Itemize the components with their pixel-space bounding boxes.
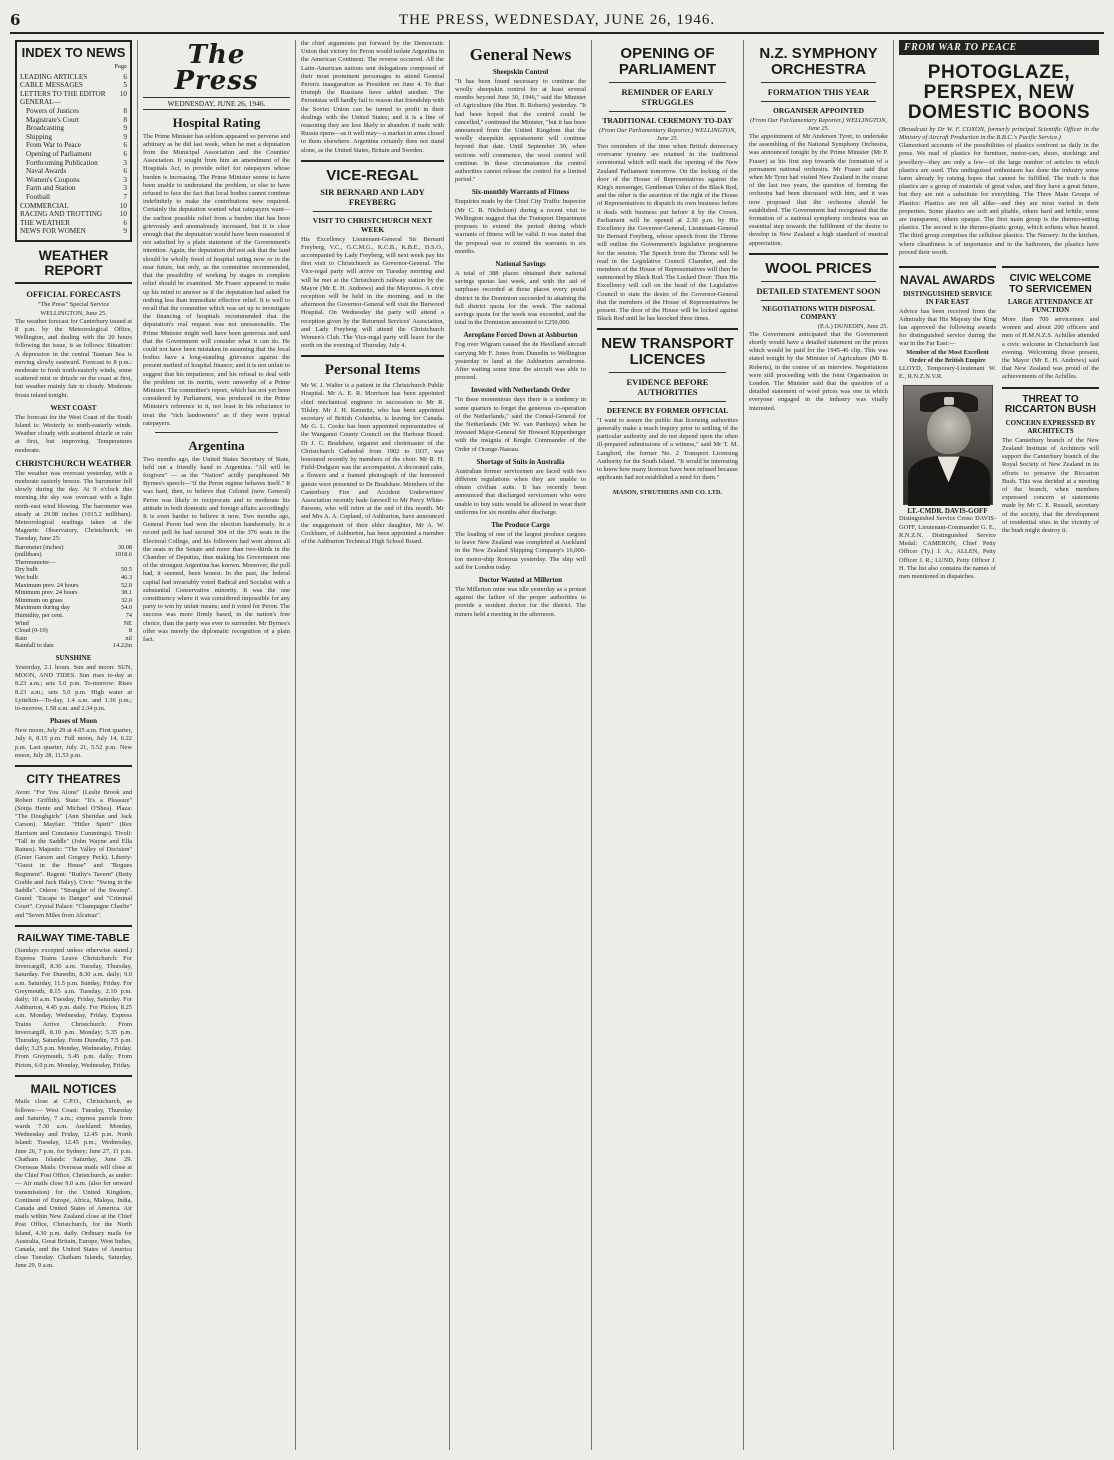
civic-block: [1002, 261, 1099, 581]
reading-value: 54.0: [120, 604, 132, 612]
vice-regal-sub: SIR BERNARD AND LADY FREYBERG: [320, 186, 425, 207]
index-item-label: From War to Peace: [26, 141, 81, 150]
mail-notices-text: Mails close at C.P.O., Christchurch, as follows:— West Coast: Tuesday, Thursday and Saturday, 7 a.m.; express parcels from wards 7.30 a.m. Auckland: Monday, Wednesday and Friday, 12.45 p.m. North Island: Tuesday, 12.45 p.m.; Wednesday, June 26, 7 p.m. for Sydney; June 27, 11 p.m. Chatham Islands: Saturday, June 29. Overseas Mails: Overseas mails will close at the Chief Post Office, Christchurch, as under:— Air mails close 9.0 a.m. (also for onward transmission) for the United Kingdom, Continent of Europe, Africa, Malaya, India, Canada and United States of America. Air mails within New Zealand close at the Chief Post Office, Christchurch, for the North Island, 4.30 p.m. daily. Ordinary mails for Australia, Great Britain, Europe, West Indies, Canada, and the United States of America close Tuesday. Chatham Islands, Saturday, June 29, 9 a.m.: [15, 1098, 132, 1270]
index-item-label: Women's Coupons: [26, 175, 80, 184]
reading-label: Thermometer—: [15, 558, 56, 566]
wool-dateline: (P.A.) DUNEDIN, June 25.: [817, 322, 888, 330]
index-item: [20, 210, 127, 219]
reading-row: [15, 604, 132, 612]
reading-value: 30.08: [117, 543, 132, 551]
plastics-byline: (Broadcast by Dr W. F. COXON, formerly principal Scientific Officer in the Ministry of Aircraft Production in the B.B.C.'s Pacific Service.): [899, 125, 1099, 142]
index-item: [20, 116, 127, 125]
index-item-label: GENERAL—: [20, 98, 61, 107]
reading-value: 32.0: [120, 596, 132, 604]
index-item-page: 3: [123, 158, 127, 167]
riccarton-sub: CONCERN EXPRESSED BY ARCHITECTS: [1005, 418, 1096, 435]
reading-label: Minimum on grass: [15, 596, 63, 604]
mail-notices-title: MAIL NOTICES: [30, 1081, 117, 1096]
index-item-page: 6: [123, 167, 127, 176]
reading-value: 14.22in: [112, 642, 132, 650]
reading-value: [105, 559, 132, 567]
transport-sub: EVIDENCE BEFORE AUTHORITIES: [626, 376, 709, 397]
index-item: [20, 176, 127, 185]
reading-value: NE: [123, 619, 132, 627]
the-press-banner: The Press: [174, 40, 259, 96]
naval-awards-text2: Distinguished Service Cross: DAVIS-GOFF, Lieutenant-Commander G. E., R.N.Z.N. Distinguished Service Medal: CAMERON, Chief Petty Officer (Ty.) J. A.; ALLEN, Petty Officer J. R.; LUND, Petty Officer J. H. The list also contains the names of men mentioned in dispatches.: [899, 515, 996, 580]
column-1: [10, 40, 138, 1450]
reading-row: [15, 551, 132, 559]
weather-readings-table: [15, 544, 132, 650]
divider: [15, 765, 132, 767]
news-text: Australian former servicemen are faced with two different regulations when they are unable to obtain civilian suits. It has recently been announced that discharged servicemen who were unable to buy suits would be allowed to wear their uniforms for six months after discharge.: [455, 467, 586, 516]
masthead-title: THE PRESS, WEDNESDAY, JUNE 26, 1946.: [398, 11, 716, 28]
vice-regal-sub2: VISIT TO CHRISTCHURCH NEXT WEEK: [312, 215, 433, 234]
index-item-page: 10: [119, 210, 127, 219]
index-item: [20, 107, 127, 116]
divider: [609, 372, 726, 373]
bottom-split: [899, 261, 1099, 581]
index-item: [20, 159, 127, 168]
orchestra-title: N.Z. SYMPHONY ORCHESTRA: [759, 45, 878, 78]
forecast-dateline: WELLINGTON, June 25.: [40, 309, 107, 317]
orchestra-sub2: ORGANISER APPOINTED: [772, 105, 865, 115]
parliament-sub: REMINDER OF EARLY STRUGGLES: [621, 86, 714, 107]
column-2: [138, 40, 296, 1450]
index-title: INDEX TO NEWS: [21, 45, 126, 60]
personal-items-title: Personal Items: [324, 362, 421, 379]
news-text: The loading of one of the largest produce cargoes to leave New Zealand was completed at Auckland in the New Zealand Shipping Company's 16,000-ton motor-ship Rotorua yesterday. The ship will sail for London today.: [455, 530, 586, 571]
index-item-page: 8: [123, 107, 127, 116]
index-page-label: Page: [114, 62, 127, 70]
leader-title: Hospital Rating: [172, 115, 261, 130]
reading-value: 8: [128, 627, 132, 635]
index-item-page: 7: [123, 192, 127, 201]
reading-value: nil: [125, 634, 132, 642]
vice-regal-title: VICE-REGAL: [326, 166, 419, 184]
index-item: [20, 193, 127, 202]
index-item-page: 6: [123, 149, 127, 158]
index-item-page: 9: [123, 132, 127, 141]
reading-value: 52.0: [120, 581, 132, 589]
leader2-text: Two months ago, the United States Secretary of State, held out a friendly hand to Argentina. "All will be forgiven" — as the "Nation" acidly paraphrased Mr Byrnes's speech—"if the Peron regime behaves itself." It was hard, then, to believe that Colonel (now General) Peron was likely to reciprocate and to moderate his attitude in both domestic and foreign affairs accordingly. It is even harder to believe it now. Two months ago, General Peron had won the election handsomely. In a record poll he had secured 304 of the 376 seats in the Electoral College, and his followers had won almost all the seats in the Senate and more than two-thirds in the Chamber of Deputies, thus making his Government one of the strongest Argentina has known. Moreover, the poll had, it seemed, been honest. In the past, the federal capital had invariably voted Radical and Socialist with a substantial Conservative minority. It was the one constituency where it was considered impossible for any party to win by unfair means; and it voted for Peron. The success was more firmly based, in the nation's free choice, than the party was ever to surrender. Mr Byrnes's offer was merely the diplomatic recognition of a plain fact.: [143, 455, 290, 644]
reading-row: [15, 620, 132, 628]
index-item: [20, 227, 127, 236]
wool-prices-sub2: NEGOTIATIONS WITH DISPOSAL COMPANY: [762, 304, 875, 321]
reading-row: [15, 589, 132, 597]
index-item-label: Powers of Justices: [26, 107, 80, 116]
moon-text: New moon, July 29 at 4.05 a.m. First quarter, July 6, 8.15 p.m. Full moon, July 14, 6.22 p.m. Last quarter, July 21, 5.52 p.m. New moon, July 28, 11.53 p.m.: [15, 727, 132, 759]
railway-title: RAILWAY TIME-TABLE: [17, 931, 130, 944]
parliament-sub2: TRADITIONAL CEREMONY TO-DAY: [602, 115, 733, 125]
index-item-label: LEADING ARTICLES: [20, 72, 88, 81]
officer-portrait-photo: [903, 385, 993, 505]
divider: [15, 925, 132, 927]
index-item-label: Opening of Parliament: [26, 149, 92, 158]
riccarton-text: The Canterbury branch of the New Zealand Institute of Architects will support the Canterbury branch of the Royal Society of New Zealand in its efforts to preserve the Riccarton Bush. This was decided at a meeting of the branch, when members expressed concern at statements made by Mr C. E. Russell, secretary of the society, that the development of residential sites in the vicinity of the bush might destroy it.: [1002, 436, 1099, 534]
reading-value: 38.1: [120, 589, 132, 597]
reading-value: 50.5: [120, 566, 132, 574]
column-6: [744, 40, 894, 1450]
press-dateline: WEDNESDAY, JUNE 26, 1946.: [143, 97, 290, 110]
reading-label: Maximum during day: [15, 604, 70, 612]
index-item: [20, 202, 127, 211]
parliament-title: OPENING OF PARLIAMENT: [618, 45, 717, 78]
naval-awards-text: Advice has been received from the Admiralty that His Majesty the King has approved the following awards for distinguished service during the war in the Far East:—: [899, 307, 996, 348]
index-item-label: Naval Awards: [26, 167, 67, 176]
index-item: [20, 98, 127, 107]
reading-row: [15, 642, 132, 650]
reading-row: [15, 582, 132, 590]
personal-items-text: Mr W. J. Walter is a patient in the Christchurch Public Hospital. Mr A. E. R. Morrison has been appointed chief mechanical engineer in succession to Mr R. Tilsley. Mr J. H. Kemnitz, who has been appointed secretary of British Columbia, is leaving for Canada. Mr G. L. Cooke has been appointed representative of the Wanganui County Council on the Harbour Board. Dr J. C. Bradshaw, organist and choirmaster of the Christchurch Cathedral from 1902 to 1937, was honoured recently by members of the choir. Mr R. H. Field-Dodgson was the accompanist. A decorated cake, a flowers and a framed photograph of the honoured guests were presented to Dr Bradshaw. Members of the Canterbury Fire and Accident Underwriters' Association recently bade farewell to Mr Percy White-Parsons, who will retire at the end of this month. Mr and Mrs A. A. Copland, of Ashburton, have announced the engagement of their elder daughter, Mr A. W. Cockburn, of Ashburton, has been appointed a member of the Ashburton Technical High School Board.: [301, 382, 444, 546]
reading-label: (millibars): [15, 551, 42, 559]
column-7: [894, 40, 1104, 1450]
news-text: The Millerton mine was idle yesterday as a protest against the failure of the proper authorities to provide a resident doctor for the district. The miners held a meeting in the afternoon.: [455, 586, 586, 618]
weather-title: WEATHER REPORT: [38, 246, 109, 278]
index-box: [15, 40, 132, 242]
index-item-label: THE WEATHER: [20, 218, 70, 227]
naval-name-line: LLOYD, Temporary-Lieutenant W. E., R.N.Z.N.V.R.: [899, 365, 996, 381]
index-item-page: 5: [123, 81, 127, 90]
divider: [155, 432, 278, 433]
reading-label: Maximum prev. 24 hours: [15, 581, 79, 589]
index-item: [20, 141, 127, 150]
masthead: [10, 8, 1104, 34]
reading-value: 74: [125, 611, 132, 619]
reading-row: [15, 612, 132, 620]
index-item-label: NEWS FOR WOMEN: [20, 227, 86, 236]
index-item: [20, 150, 127, 159]
divider: [1002, 266, 1099, 268]
index-item-page: 3: [123, 175, 127, 184]
index-item-page: 6: [123, 218, 127, 227]
reading-label: Wet bulb: [15, 573, 38, 581]
index-item-page: 3: [123, 184, 127, 193]
index-item-label: RACING AND TROTTING: [20, 210, 103, 219]
column-3: [296, 40, 450, 1450]
index-item: [20, 73, 127, 82]
naval-awards-sub: DISTINGUISHED SERVICE IN FAR EAST: [902, 289, 993, 306]
reading-row: [15, 627, 132, 635]
civic-welcome-sub: LARGE ATTENDANCE AT FUNCTION: [1007, 298, 1094, 315]
wool-prices-text: The Government anticipated that the Government shortly would have a detailed statement on the prices which would be paid for the 1945-46 clip. This was stated tonight by the Minister of Agriculture (Mr B. Roberts), in the course of an interview. Negotiations were still proceeding with the Joint Organisation in London. The Minister said that the question of a detailed statement of wool prices was one in which everyone engaged in the industry was vitally interested.: [749, 330, 888, 412]
reading-label: Rainfall to date: [15, 642, 54, 650]
war-to-peace-banner: FROM WAR TO PEACE: [899, 40, 1099, 55]
index-item-label: Magistrate's Court: [26, 115, 79, 124]
chch-weather-head: CHRISTCHURCH WEATHER: [15, 457, 132, 468]
news-subhead: National Savings: [495, 259, 546, 268]
reading-label: Barometer (inches): [15, 543, 64, 551]
divider: [899, 266, 996, 268]
forecast-byline: "The Press" Special Service: [37, 301, 110, 309]
reading-label: Dry bulb: [15, 566, 38, 574]
westcoast-text: The forecast for the West Coast of the South Island is: Westerly to north-easterly winds. Weather cloudy with scattered drizzle or rain at first, but improving. Temperatures moderate.: [15, 413, 132, 454]
news-text: A total of 388 places obtained their national savings quotas last week, and with the aid of surpluses recorded at those places every postal district in the Dominion succeeded in attaining the full district quota for the week. The national savings quota for the week was exceeded, and the total in the Dominion amounted to £250,000.: [455, 269, 586, 327]
reading-row: [15, 566, 132, 574]
page-number: 6: [10, 11, 21, 29]
transport-sub2: DEFENCE BY FORMER OFFICIAL: [606, 405, 729, 415]
naval-awards-title: NAVAL AWARDS: [900, 273, 995, 288]
divider: [301, 355, 444, 357]
news-text: "In these momentous days there is a tendency in some quarters to forget the generous co-operation of the Netherlands," said the Consul-General for the Netherlands (Mr W. van Panhuys) when he invested Major-General Sir Howard Kippenberger with the insignia of Knight Commander of the Order of Orange-Nassau.: [455, 396, 586, 453]
news-subhead: Shortage of Suits in Australia: [476, 457, 565, 466]
index-item-label: Farm and Station: [26, 184, 76, 193]
leader2-title: Argentina: [188, 437, 245, 453]
index-item-page: 8: [123, 115, 127, 124]
news-subhead: Invested with Netherlands Order: [471, 386, 570, 395]
index-item-page: 9: [123, 227, 127, 236]
reading-label: Rain: [15, 634, 27, 642]
divider: [15, 1075, 132, 1077]
civic-welcome-title: CIVIC WELCOME TO SERVICEMEN: [1009, 273, 1092, 295]
wool-prices-title: WOOL PRICES: [765, 259, 872, 277]
plastics-text: Glamorised accounts of the possibilities of plastics confront us daily in the press. We read of plastics for furniture, motor-cars, shoes, stockings and jewellery—they are only a few—of the large number of articles in which plastics are used. This undisguised enthusiasm has done the industry some harm already by raising hopes that cannot be fulfilled. The truth is that plastics are a group of materials of great value, and they have a great future, but they are not a substitute for everything. The Three Main Groups of Plastics: Plastics are not all alike—and they are most varied in their properties. Some plastics are soft and pliable, others hard and brittle; some are transparent, others opaque. The first main group is the thermo-setting plastics. The second is the thermo-plastic group, which softens when heated. The third group comprises the cellulose plastics. The Nursery: In the kitchen, where cleanliness is of importance and in the bathroom, the plastics have proved their worth.: [899, 142, 1099, 256]
chch-weather-text: The weather was overcast yesterday, with a moderate easterly breeze. The barometer fell slowly during the day. At 9 o'clock this morning the sky was overcast with a light north-east wind blowing. The barometer was steady at 29.98 inches (1015.2 millibars). Meteorological readings taken at the Magnetic Observatory, Christchurch, on Tuesday, June 25:: [15, 469, 132, 543]
reading-label: Humidity, per cent.: [15, 611, 64, 619]
forecast-text: The weather forecast for Canterbury issued at 8 p.m. by the Meteorological Office, Wellington, and dealing with the 20 hours following the issue, is as follows: Situation: A depression in the central Tasman Sea is moving slowly eastward. Forecast to 8 p.m.: moderate to fresh north-easterly winds, some scattered mist or drizzle on the coast at first, but weather mainly fair to cloudy. Moderate frosts inland tonight.: [15, 317, 132, 399]
reading-label: Minimum prev. 24 hours: [15, 589, 78, 597]
divider: [749, 253, 888, 255]
advert-signoff: MASON, STRUTHERS AND CO. LTD.: [612, 488, 723, 496]
index-item: [20, 124, 127, 133]
index-item-label: CABLE MESSAGES: [20, 81, 83, 90]
forecast-head: OFFICIAL FORECASTS: [26, 289, 121, 300]
news-subhead: Doctor Wanted at Millerton: [478, 576, 563, 584]
divider: [1002, 387, 1099, 389]
divider: [609, 82, 726, 83]
city-theatres-title: CITY THEATRES: [26, 771, 121, 786]
city-theatres-text: Avon: "For You Alone" (Leslie Brook and Robert Griffith). State: "It's a Pleasure" (Sonja Henie and Michael O'Shea). Plaza: "The Doughgirls" (Ann Sheridan and Jack Carson). Mayfair: "Hitler Spirit" (Rex Harrison and Constance Cummings). Tivoli: "Tall in the Saddle" (John Wayne and Ella Raines). Majestic: "The Valley of Decision" (Greer Garson and Gregory Peck). Liberty: "Guest in the House" and "Rogues Regiment". Regent: "Ruthy's Tavern" (Betty Grable and Jack Haley). Civic: "Swing in the Saddle". Odeon: "Strangler of the Swamp". Grand: "Escape to Danger" and "Criminal Court". Crystal Palace: "Champagne Charlie" and "Seven Miles from Alcatraz".: [15, 788, 132, 919]
westcoast-head: WEST COAST: [50, 403, 97, 412]
naval-awards-block: [899, 261, 996, 581]
news-text: Enquiries made by the Chief City Traffic Inspector (Mr C. B. Nicholson) during a recent visit to Wellington suggest that the Transport Department proposes to extend the period during which warrants of fitness will be valid. It was stated that the proposal was to extend the warrants to six months.: [455, 198, 586, 255]
orchestra-sub: FORMATION THIS YEAR: [767, 86, 870, 97]
divider: [761, 101, 876, 102]
reading-row: [15, 597, 132, 605]
index-item: [20, 219, 127, 228]
index-item-label: Football: [26, 192, 50, 201]
orchestra-byline: (From Our Parliamentary Reporter.) WELLINGTON, June 25.: [749, 116, 888, 132]
divider: [609, 111, 726, 112]
news-subhead: Aeroplane Forced Down at Ashburton: [463, 331, 578, 340]
divider: [761, 82, 876, 83]
transport-text: "I want to assure the public that licensing authorities generally make a much inquiry prior to settling of the particular authority and do not depend upon the often ill-prepared submissions of a witness," said Mr T. M. Langford, the former No. 2 Transport Licensing Authority for the South Island. "It would be interesting to know how many licences have been refused because applicants had not established a need for them.": [597, 416, 738, 482]
transport-title: NEW TRANSPORT LICENCES: [601, 335, 734, 369]
index-item-label: Forthcoming Publication: [26, 158, 98, 167]
index-list: [20, 73, 127, 236]
reading-row: [15, 635, 132, 643]
general-news-title: General News: [469, 45, 572, 64]
plastics-title: PHOTOGLAZE, PERSPEX, NEW DOMESTIC BOONS: [907, 62, 1091, 123]
reading-label: Cloud (0-10): [15, 627, 48, 635]
sunshine-head: SUNSHINE: [55, 653, 92, 662]
parliament-text: Two reminders of the time when British democracy overcame tyranny are retained in the traditional ceremonial which will mark the opening of the New Zealand Parliament tomorrow. On the locking of the door of the House of Representatives against the King's messenger, Gentleman Usher of the Black Rod, and the other is the assertion of the right of the House of Representatives to dispatch its own business before it deals with business put before it by the Crown. Parliament will be opened at 2.30 p.m. by His Excellency the Governor-General, Lieutenant-General Sir Bernard Freyberg, whose speech from the Throne will outline the Government's legislative programme for the session. The Speech from the Throne will be read in the Legislative Council Chamber, and the members of the House of Representatives will then be summoned by Black Rod. The Locked Door: Then His Excellency will call on the head of the Legislative Council to state the desire of the Governor-General that the members of the House of Representatives be present. The door of the House will be locked against Black Rod until he has knocked three times.: [597, 142, 738, 323]
news-text: "It has been found necessary to continue the woolly sheepskin control for at least several months beyond June 30, 1946," said the Minister of Agriculture (the Hon. B. Roberts) yesterday. "It had been hoped that the control could be cancelled," continued the Minister, "but it has been announced from the United Kingdom that the woolly sheepskin appraisement will continue beyond that date. Until September 30, when sections will commence, the wool control will continue. In these circumstances the control authorities cannot release the control for a limited period.": [455, 77, 586, 184]
index-item-page: [115, 98, 127, 107]
reading-value: 1018.6: [114, 551, 132, 559]
reading-row: [15, 559, 132, 567]
civic-welcome-text: More than 700 servicemen and women and about 200 officers and men of H.M.N.Z.S. Achilles attended a civic welcome in Christchurch last evening. Welcoming those present, the Mayor (Mr E. H. Andrews) said that New Zealand was proud of the achievements of the Achilles.: [1002, 316, 1099, 381]
news-text: Fog over Wigram caused the de Havilland aircraft carrying Mr F. Jones from Dunedin to Wellington yesterday to land at the Ashburton aerodrome. After waiting some time the aircraft was able to proceed.: [455, 341, 586, 382]
reading-row: [15, 574, 132, 582]
photo-caption: LT.-CMDR. DAVIS-GOFF: [907, 507, 988, 516]
divider: [761, 281, 876, 282]
index-item-label: Shipping: [26, 132, 52, 141]
divider: [597, 328, 738, 330]
reading-label: Wind: [15, 619, 29, 627]
moon-head: Phases of Moon: [49, 717, 98, 726]
sunshine-text: Yesterday, 2.1 hours. Sun and moon: SUN, MOON, AND TIDES. Sun rises to-day at 8.23 a.m.; sets 5.0 p.m. To-morrow: Rises 8.23 a.m.; sets 5.0 p.m. High water at Lyttelton—To-day, 1.4 a.m. and 1.36 p.m.; to-morrow, 1.58 a.m. and 2.34 p.m.: [15, 663, 132, 712]
index-item: [20, 167, 127, 176]
divider: [609, 401, 726, 402]
columns: [10, 40, 1104, 1450]
index-item-page: 6: [123, 72, 127, 81]
index-item: [20, 133, 127, 142]
index-item-label: COMMERCIAL: [20, 201, 69, 210]
index-item: [20, 90, 127, 99]
index-item-label: Broadcasting: [26, 124, 64, 133]
argentina-continued-text: the chief arguments put forward by the Democratic Union that victory for Peron would isolate Argentina in the American Continent. The reverse occurred. All the Latin-American nations sent delegations composed of their most prominent personages to attend General Peron's inauguration as President on June 4. To that triumph the Russians have added another. The Peronistas will hardly fail to reason that friendship with the Soviet Union can be turned to profit in their dealings with the United States; and it is a line of reasoning they are less likely to abandon if trade with Russia opens—as it well may—a market in arms closed to them elsewhere. Argentina certainly does not stand alone, as the United States, Britain and Sweden.: [301, 40, 444, 154]
railway-text: (Sundays excepted unless otherwise stated.) Express Trains Leave Christchurch: For Invercargill, 8.30 a.m. Tuesday, Thursday, Saturday. For Dunedin, 8.30 a.m. daily; 9.0 a.m. Saturday, 11.5 p.m. Sunday, Friday. For Greymouth, 8.15 a.m. Tuesday, 2.10 p.m. daily; 10 a.m. Tuesday, Friday, Saturday. For Ashburton, 4.45 p.m. daily. For Picton, 8.25 a.m. Monday, Wednesday, Friday. Express Trains Arrive Christchurch: From Invercargill, 8.10 p.m. Monday; 5.35 p.m. Thursday, Saturday. From Dunedin, 7.5 p.m. daily; 3.25 p.m. Monday, Wednesday, Friday. From Greymouth, 5.45 p.m. daily; From Picton, 6.0 p.m. Monday, Wednesday, Friday.: [15, 946, 132, 1069]
index-item-label: LETTERS TO THE EDITOR: [20, 89, 106, 98]
column-5: [592, 40, 744, 1450]
index-item-page: 6: [123, 141, 127, 150]
index-item-page: 9: [123, 124, 127, 133]
reading-row: [15, 544, 132, 552]
index-item-page: 10: [119, 201, 127, 210]
divider: [761, 300, 876, 301]
wool-prices-sub: DETAILED STATEMENT SOON: [756, 285, 881, 296]
divider: [313, 211, 432, 212]
index-item: [20, 81, 127, 90]
parliament-byline: (From Our Parliamentary Reporter.) WELLINGTON, June 25.: [598, 126, 737, 142]
orchestra-text: The appointment of Mr Andersen Tyrer, to undertake the assembling of the National Symphony Orchestra, was announced tonight by the Prime Minister (Mr P. Fraser) as his first step towards the formation of a permanent national orchestra. Mr Fraser said that when Mr Tyrer had visited New Zealand in the course of the last two years, the question of forming the orchestra had been discussed with him, and it was now proposed that the orchestra should be established. The Government had recognised that the formation of a national symphony orchestra was an essential step towards the fulfilment of the desire to develop in New Zealand a high standard of musical appreciation.: [749, 132, 888, 247]
index-item: [20, 184, 127, 193]
divider: [15, 282, 132, 284]
divider: [301, 160, 444, 162]
index-item-page: 10: [119, 89, 127, 98]
news-subhead: Sheepskin Control: [492, 67, 549, 76]
riccarton-title: THREAT TO RICCARTON BUSH: [1005, 393, 1096, 416]
column-4: [450, 40, 592, 1450]
leader-text: The Prime Minister has seldom appeared so perverse and arbitrary as he did last week, when he met a deputation from the Municipal Association and the Counties' Association. It sought from him an amendment of the Hospitals Act, to provide relief for ratepayers whose burden is increasing. The Prime Minister seems to have been unable to understand the problem, or else to have refused to face the fact that local bodies cannot continue indefinitely to make the contributions now required. Certainly the deputation wanted what ratepayers want—the earliest possible relief from a burden that has been grievously and anomalously increased, but it is clear enough that the deputation would have been reassured if not satisfied by a plain statement of the Government's intention. Again, the deputation did not ask that the land should be wholly freed of hospital rating now or in the near future, but only, as the committee recommended, that the possibility of working by stages to complete relief should be examined. Mr Fraser appeared to make up his mind to answer as if the deputation had asked for nothing less than immediate effective relief. It is well to recall that the committee which was set up to investigate the financing of hospitals recommended that the deputation's real request was not unreasonable. The Prime Minister might well have been generous and said that the Government will consider what it can do. He could not have been mistaken in assuming that the local bodies have a long-standing grievance against the present method of hospital finance; and it is not unfair to suggest that his impatience, and his refusal to deal with the problem on its merits, were unworthy of a Prime Minister. The committee's report, which has not yet been considered by Parliament, was produced in the Prime Minister's reference to it, not least in his reluctance to treat the "rich landowners" as if they were typical ratepayers.: [143, 132, 290, 427]
naval-member-line: Member of the Most Excellent Order of the British Empire: [906, 348, 989, 364]
reading-value: 46.3: [120, 573, 132, 581]
news-subhead: The Produce Cargo: [491, 520, 550, 529]
news-subhead: Six-monthly Warrants of Fitness: [471, 188, 570, 197]
vice-regal-text: His Excellency Lieutenant-General Sir Bernard Freyberg, V.C., G.C.M.G., K.C.B., K.B.E., D.S.O., accompanied by Lady Freyberg, will next week pay his first visit to Christchurch as Governor-General. The Vice-regal party will arrive on Tuesday morning and will be met at the Christchurch railway station by the Mayor (Mr E. H. Andrews) and the Mayoress. A civic reception will be held in the morning, and in the afternoon the Governor-General will visit the Burwood Hospital. On Wednesday the party will attend a reception given by the Returned Services' Association, and Lady Freyberg will attend the Christchurch Women's Club. The Vice-regal party will leave for the north on the evening of Thursday, July 4.: [301, 235, 444, 350]
